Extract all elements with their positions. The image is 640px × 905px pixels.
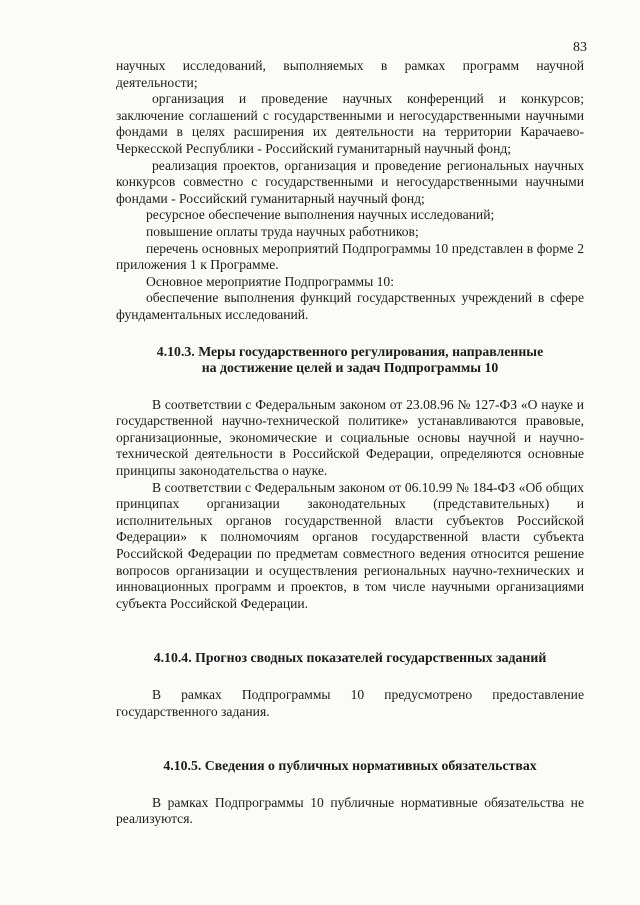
paragraph: В соответствии с Федеральным законом от 23.08.96 № 127-ФЗ «О науке и государственной научно-технической политике» устанавливаются правовые, организационные, экономические и социальные основы научной и научно-технической деятельности в Российской Федерации, определяются основные принципы законодательства о науке. bbox=[116, 396, 584, 479]
section-heading-4-10-4: 4.10.4. Прогноз сводных показателей государственных заданий bbox=[153, 650, 547, 666]
paragraph: организация и проведение научных конференций и конкурсов; заключение соглашений с государственными и негосударственными научными фондами в целях расширения их деятельности на территории Карачаево-Черкесской Республики - Российский гуманитарный научный фонд; bbox=[116, 91, 584, 156]
section-heading-4-10-5: 4.10.5. Сведения о публичных нормативных обязательствах bbox=[163, 758, 537, 774]
heading-line: на достижение целей и задач Подпрограммы 10 bbox=[201, 360, 499, 376]
paragraph: повышение оплаты труда научных работников; bbox=[146, 223, 419, 239]
document-content bbox=[116, 58, 584, 828]
paragraph: ресурсное обеспечение выполнения научных исследований; bbox=[146, 207, 495, 223]
paragraph: В рамках Подпрограммы 10 публичные нормативные обязательства не реализуются. bbox=[116, 794, 584, 827]
page-number: 83 bbox=[573, 40, 587, 55]
paragraph: перечень основных мероприятий Подпрограммы 10 представлен в форме 2 приложения 1 к Программе. bbox=[116, 240, 584, 273]
paragraph: В рамках Подпрограммы 10 предусмотрено предоставление государственного задания. bbox=[116, 687, 584, 719]
paragraph: научных исследований, выполняемых в рамках программ научной деятельности; bbox=[116, 58, 584, 90]
paragraph: В соответствии с Федеральным законом от 06.10.99 № 184-ФЗ «Об общих принципах организации законодательных (представительных) и исполнительных органов государственной власти субъектов Российской Федерации» к полномочиям органов государственной власти субъекта Российской Федерации по предметам совместного ведения относится решение вопросов организации и осуществления региональных научно-технических и инновационных программ и проектов, в том числе научными организациями субъекта Российской Федерации. bbox=[116, 479, 584, 611]
paragraph: реализация проектов, организация и проведение региональных научных конкурсов совместно с государственными и негосударственными научными фондами - Российский гуманитарный научный фонд; bbox=[116, 157, 584, 206]
paragraph: Основное мероприятие Подпрограммы 10: bbox=[146, 273, 395, 289]
heading-line: 4.10.3. Меры государственного регулирования, направленные bbox=[156, 343, 544, 359]
section-heading-4-10-3 bbox=[116, 344, 584, 377]
paragraph: обеспечение выполнения функций государственных учреждений в сфере фундаментальных исследований. bbox=[116, 290, 584, 322]
